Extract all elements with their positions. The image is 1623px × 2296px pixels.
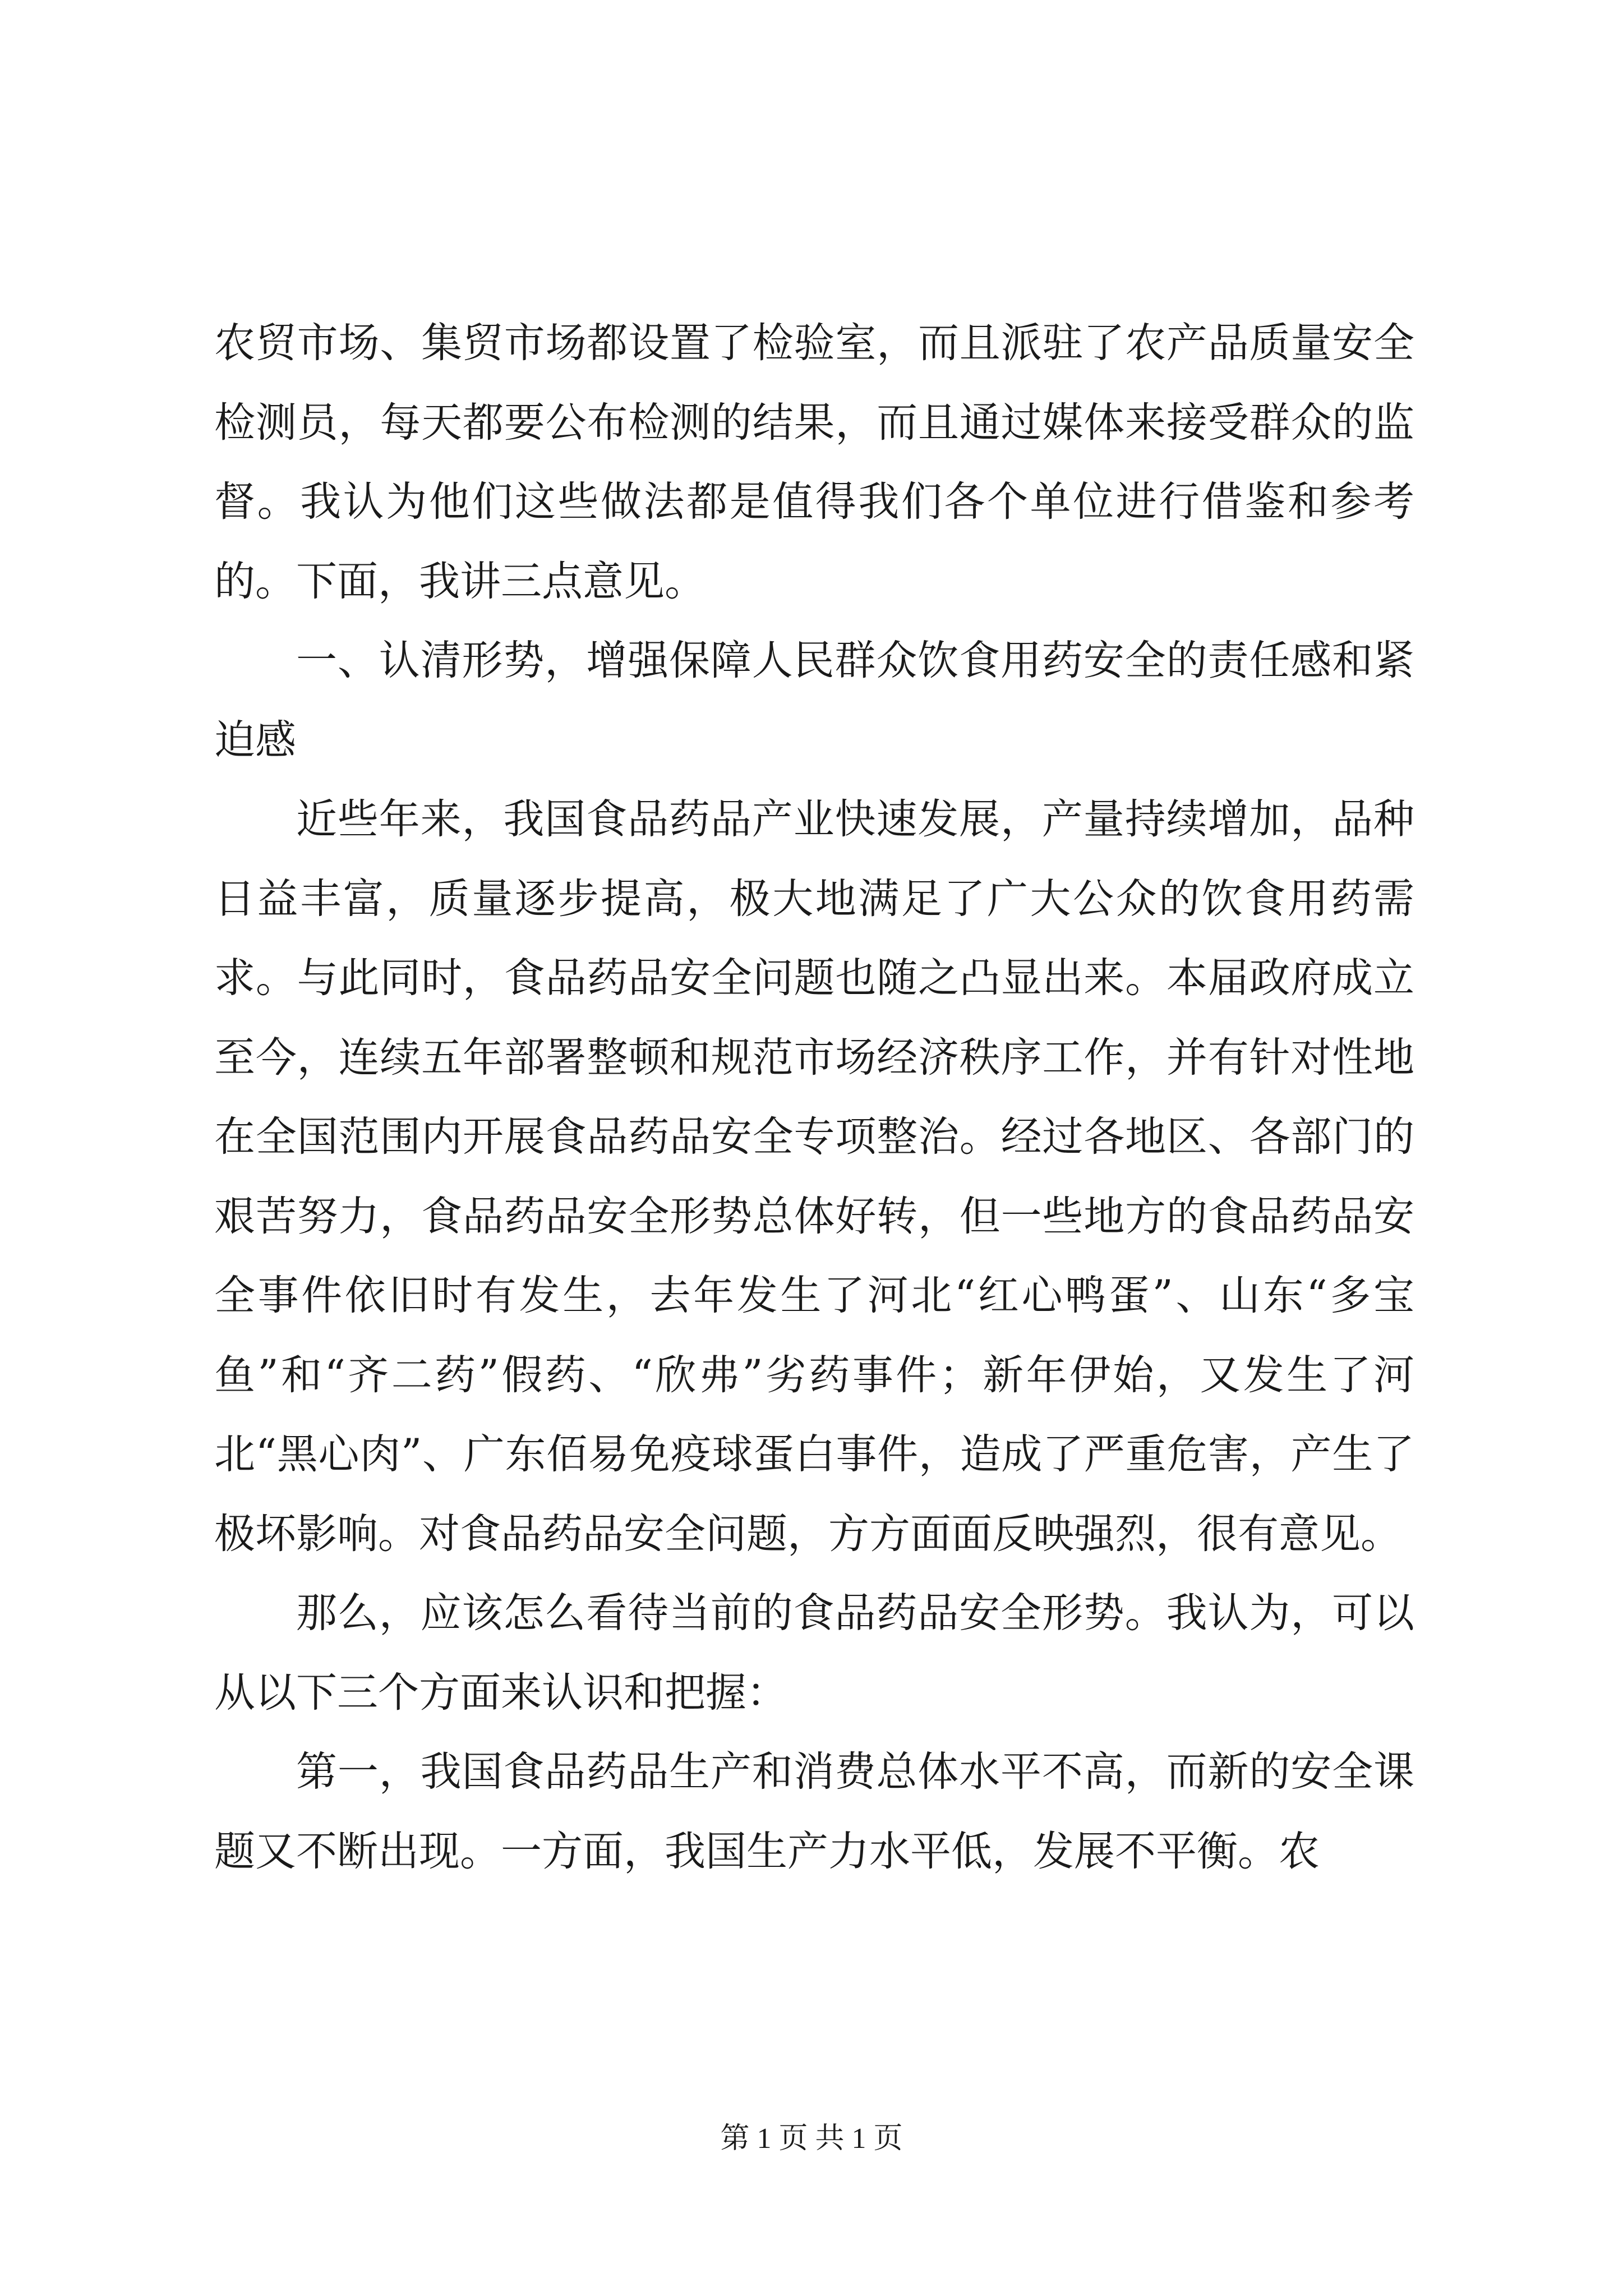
paragraph-3: 那么，应该怎么看待当前的食品药品安全形势。我认为，可以从以下三个方面来认识和把握：	[214, 1589, 1414, 1717]
document-body	[214, 303, 1414, 1891]
section-heading-1: 一、认清形势，增强保障人民群众饮食用药安全的责任感和紧迫感	[214, 637, 1414, 764]
paragraph-1: 农贸市场、集贸市场都设置了检验室，而且派驻了农产品质量安全检测员，每天都要公布检测的结果，而且通过媒体来接受群众的监督。我认为他们这些做法都是值得我们各个单位进行借鉴和参考的。下面，我讲三点意见。	[214, 319, 1414, 605]
page-footer: 第 1 页 共 1 页	[720, 2123, 903, 2155]
paragraph-4: 第一，我国食品药品生产和消费总体水平不高，而新的安全课题又不断出现。一方面，我国生产力水平低，发展不平衡。农	[214, 1748, 1414, 1875]
paragraph-2: 近些年来，我国食品药品产业快速发展，产量持续增加，品种日益丰富，质量逐步提高，极大地满足了广大公众的饮食用药需求。与此同时，食品药品安全问题也随之凸显出来。本届政府成立至今，连续五年部署整顿和规范市场经济秩序工作，并有针对性地在全国范围内开展食品药品安全专项整治。经过各地区、各部门的艰苦努力，食品药品安全形势总体好转，但一些地方的食品药品安全事件依旧时有发生，去年发生了河北“红心鸭蛋”、山东“多宝鱼”和“齐二药”假药、“欣弗”劣药事件；新年伊始，又发生了河北“黑心肉”、广东佰易免疫球蛋白事件，造成了严重危害，产生了极坏影响。对食品药品安全问题，方方面面反映强烈，很有意见。	[214, 795, 1414, 1558]
